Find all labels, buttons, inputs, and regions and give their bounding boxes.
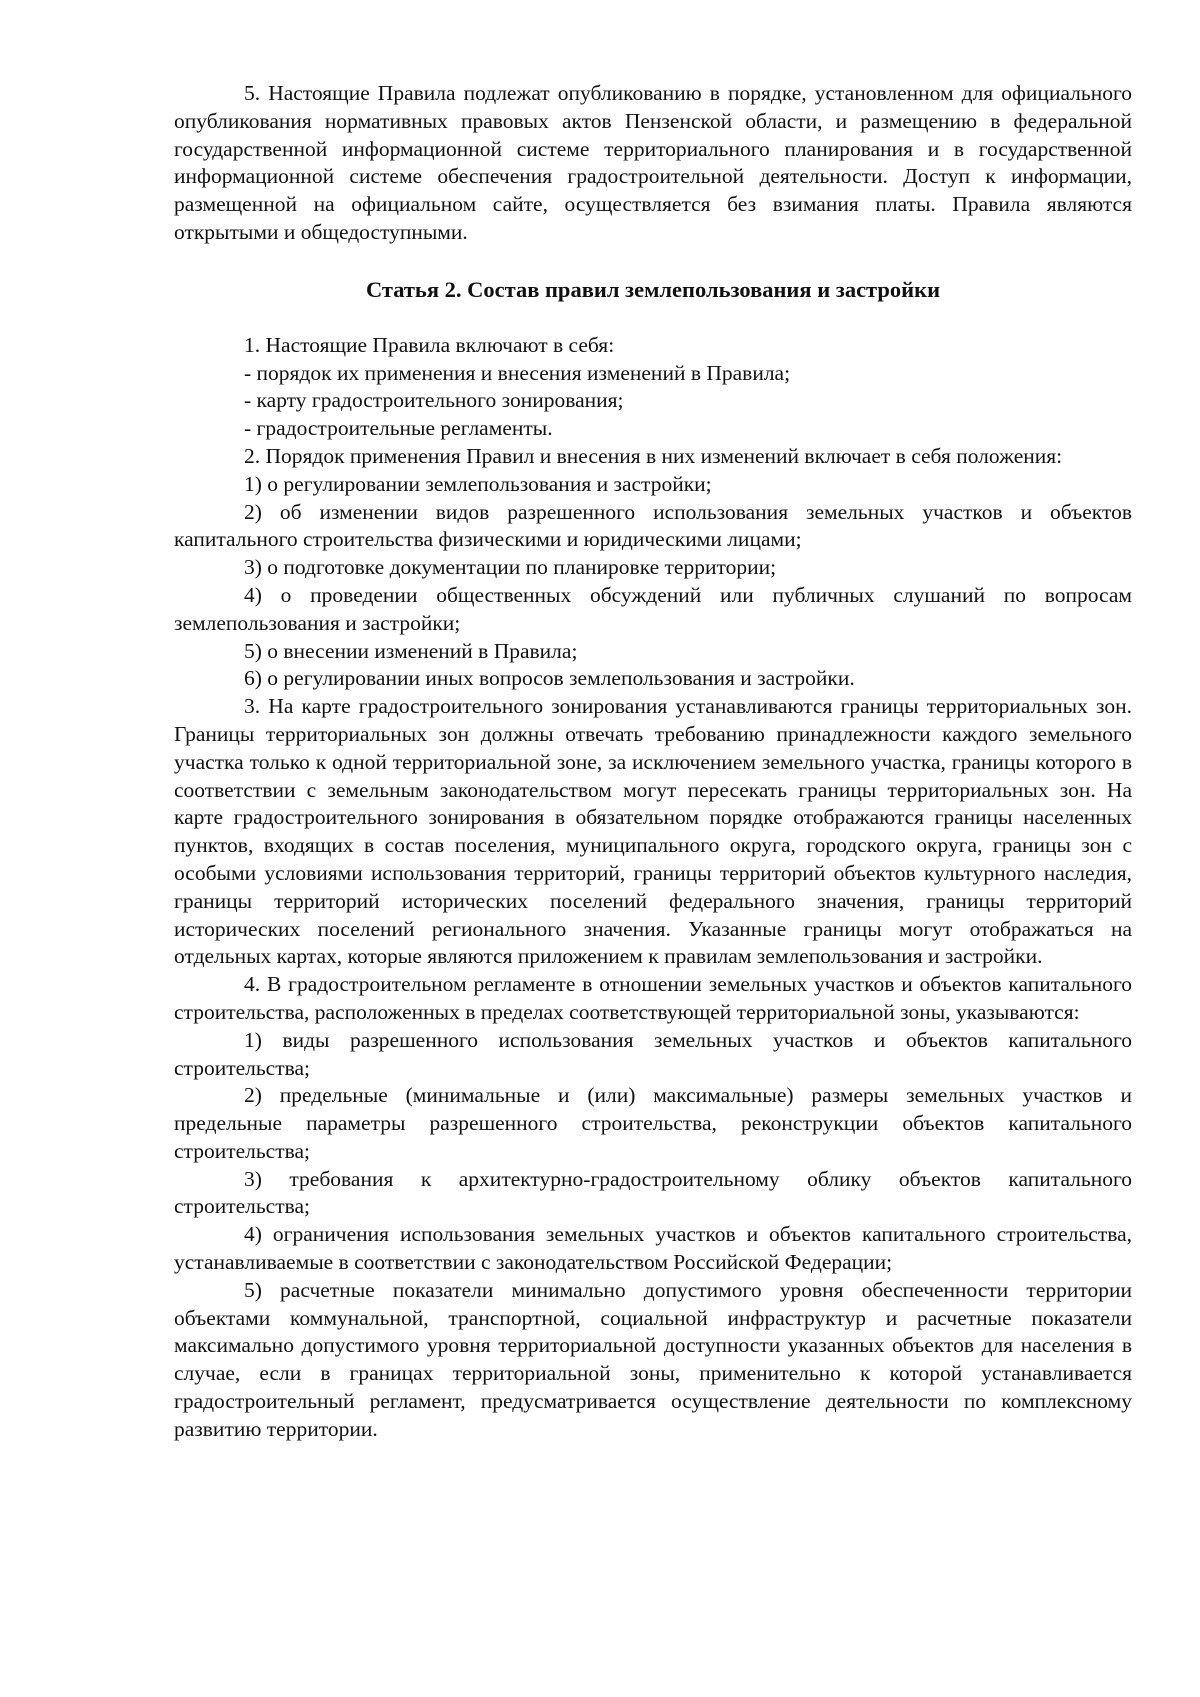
list-item: 1) виды разрешенного использования земельных участков и объектов капитального строительства; — [174, 1027, 1132, 1080]
paragraph-publication: 5. Настоящие Правила подлежат опубликованию в порядке, установленном для официального опубликования нормативных правовых актов Пензенской области, и размещению в федеральной государственной информационной системе территориального планирования и в государственной информационной системе обеспечения градостроительной деятельности. Доступ к информации, размещенной на официальном сайте, осуществляется без взимания платы. Правила являются открытыми и общедоступными. — [174, 81, 1132, 244]
list-item: 2) об изменении видов разрешенного использования земельных участков и объектов капитального строительства физическими и юридическими лицами; — [174, 499, 1132, 552]
list-item: - порядок их применения и внесения изменений в Правила; — [244, 360, 791, 385]
list-item: 1) о регулировании землепользования и застройки; — [244, 471, 712, 496]
list-item: 6) о регулировании иных вопросов землепользования и застройки. — [244, 666, 855, 691]
paragraph: 4. В градостроительном регламенте в отношении земельных участков и объектов капитального строительства, расположенных в пределах соответствующей территориальной зоны, указываются: — [174, 972, 1132, 1024]
list-item: 3) требования к архитектурно-градостроительному облику объектов капитального строительства; — [174, 1166, 1132, 1219]
paragraph: 2. Порядок применения Правил и внесения в них изменений включает в себя положения: — [244, 443, 1063, 468]
list-item: 5) расчетные показатели минимально допустимого уровня обеспеченности территории объектами коммунальной, транспортной, социальной инфраструктур и расчетные показатели максимально допустимого уровня территориальной доступности указанных объектов для населения в случае, если в границах территориальной зоны, применительно к которой устанавливается градостроительный регламент, предусматривается осуществление деятельности по комплексному развитию территории. — [174, 1277, 1132, 1441]
list-item: 4) о проведении общественных обсуждений или публичных слушаний по вопросам землепользования и застройки; — [174, 582, 1132, 635]
list-item: 5) о внесении изменений в Правила; — [244, 638, 578, 663]
paragraph: 3. На карте градостроительного зонирования устанавливаются границы территориальных зон. Границы территориальных зон должны отвечать требованию принадлежности каждого земельного участка только к одной территориальной зоне, за исключением земельного участка, границы которого в соответствии с земельным законодательством могут пересекать границы территориальных зон. На карте градостроительного зонирования в обязательном порядке отображаются границы населенных пунктов, входящих в состав поселения, муниципального округа, городского округа, границы зон с особыми условиями использования территорий, границы территорий объектов культурного наследия, границы территорий исторических поселений федерального значения, границы территорий исторических поселений регионального значения. Указанные границы могут отображаться на отдельных картах, которые являются приложением к правилам землепользования и застройки. — [174, 694, 1132, 969]
list-item: - карту градостроительного зонирования; — [244, 388, 624, 413]
list-item: - градостроительные регламенты. — [244, 416, 553, 441]
list-item: 2) предельные (минимальные и (или) максимальные) размеры земельных участков и предельные параметры разрешенного строительства, реконструкции объектов капитального строительства; — [174, 1083, 1132, 1163]
article-heading: Статья 2. Состав правил землепользования и застройки — [365, 276, 941, 302]
paragraph: 1. Настоящие Правила включают в себя: — [244, 332, 615, 357]
list-item: 3) о подготовке документации по планировке территории; — [244, 555, 777, 580]
list-item: 4) ограничения использования земельных участков и объектов капитального строительства, устанавливаемые в соответствии с законодательством Российской Федерации; — [174, 1222, 1132, 1275]
